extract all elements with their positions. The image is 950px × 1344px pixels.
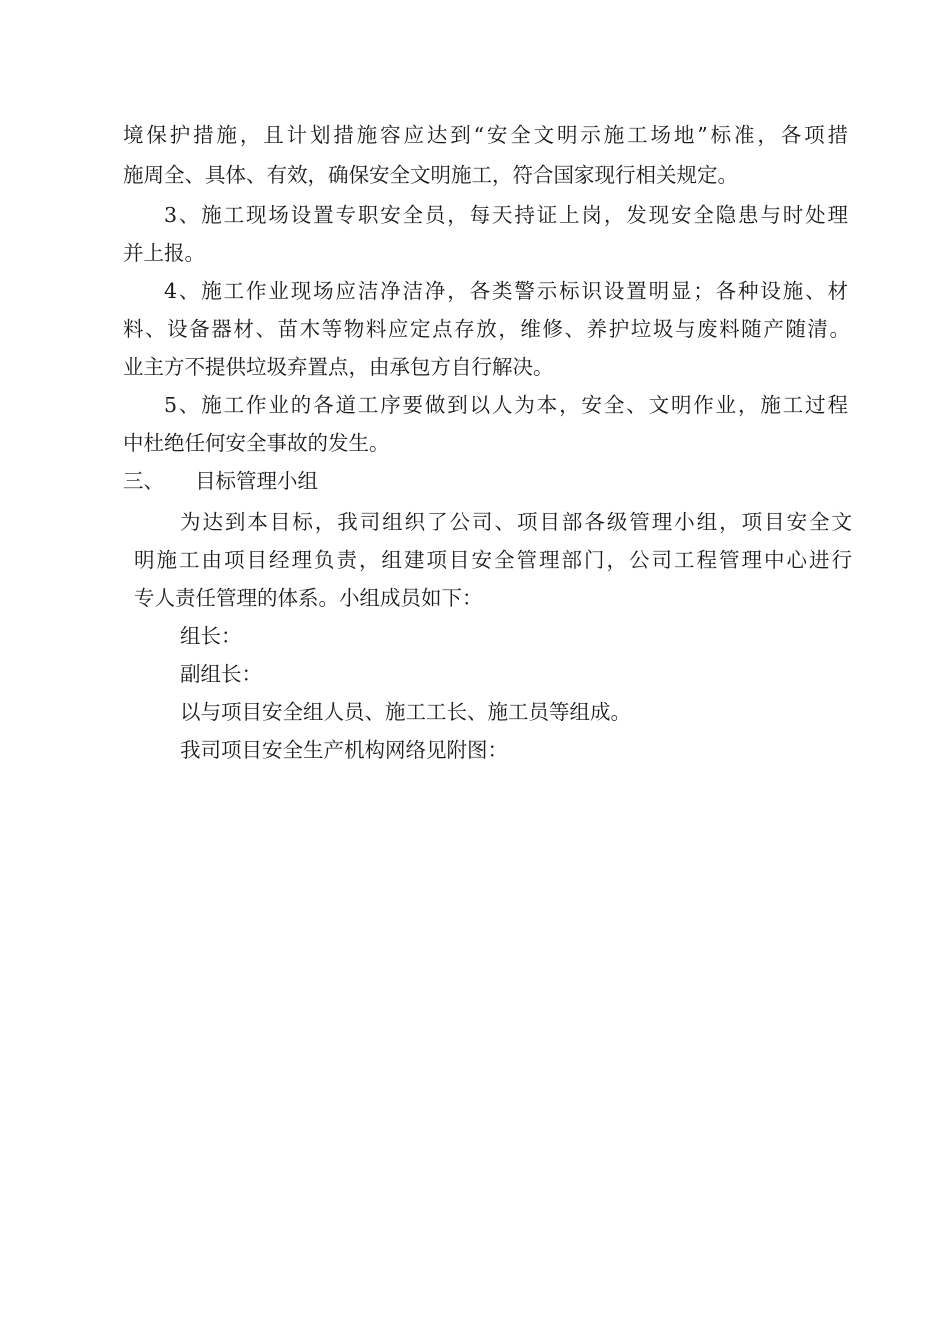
paragraph-line: 施周全、具体、有效，确保安全文明施工，符合国家现行相关规定。 xyxy=(123,163,738,187)
paragraph-line: 境保护措施，且计划措施容应达到“安全文明示施工场地”标准，各项措 xyxy=(123,123,848,147)
paragraph-line: 明施工由项目经理负责，组建项目安全管理部门，公司工程管理中心进行 xyxy=(134,548,852,572)
deputy-leader-label: 副组长： xyxy=(180,662,262,686)
paragraph-line: 中杜绝任何安全事故的发生。 xyxy=(123,431,390,455)
group-leader-label: 组长： xyxy=(180,624,242,648)
paragraph-line: 业主方不提供垃圾弃置点，由承包方自行解决。 xyxy=(123,355,554,379)
paragraph-line: 4、施工作业现场应洁净洁净，各类警示标识设置明显；各种设施、材 xyxy=(164,279,848,303)
section-title: 目标管理小组 xyxy=(195,469,319,493)
paragraph-line: 料、设备器材、苗木等物料应定点存放，维修、养护垃圾与废料随产随清。 xyxy=(123,317,850,341)
paragraph-line: 并上报。 xyxy=(123,241,205,265)
section-heading xyxy=(123,466,318,496)
network-note: 我司项目安全生产机构网络见附图： xyxy=(180,738,508,762)
paragraph-line: 为达到本目标，我司组织了公司、项目部各级管理小组，项目安全文 xyxy=(180,510,852,534)
paragraph-line: 5、施工作业的各道工序要做到以人为本，安全、文明作业，施工过程 xyxy=(164,393,848,417)
paragraph-line: 3、施工现场设置专职安全员，每天持证上岗，发现安全隐患与时处理 xyxy=(164,203,848,227)
section-number: 三、 xyxy=(123,469,164,493)
paragraph-line: 专人责任管理的体系。小组成员如下： xyxy=(134,586,483,610)
group-composition: 以与项目安全组人员、施工工长、施工员等组成。 xyxy=(180,700,631,724)
